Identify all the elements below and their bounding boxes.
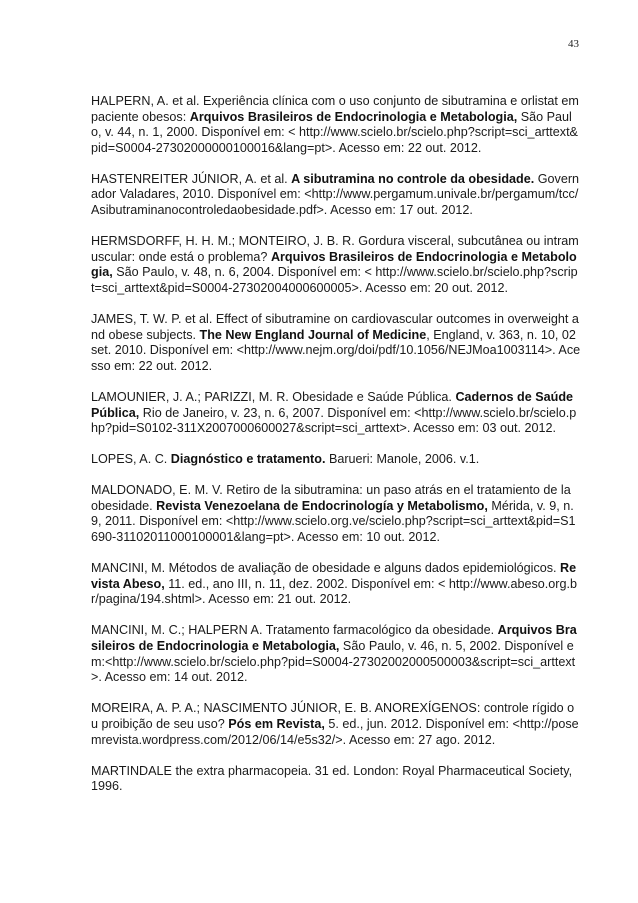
reference-text: 11. ed., ano III, n. 11, dez. 2002. Disponível em: < http://www.abeso.org.br/pagina/194.shtml>. Acesso em: 21 out. 2012. bbox=[91, 576, 577, 607]
reference-source-title: Revista Abeso, bbox=[91, 561, 577, 591]
reference-entry bbox=[91, 94, 581, 156]
reference-text: MANCINI, M. C.; HALPERN A. Tratamento farmacológico da obesidade. bbox=[91, 623, 498, 638]
reference-source-title: Arquivos Brasileiros de Endocrinologia e Metabologia, bbox=[189, 109, 518, 124]
reference-entry bbox=[91, 561, 581, 608]
reference-source-title: Pós em Revista, bbox=[228, 716, 325, 731]
reference-source-title: Revista Venezoelana de Endocrinología y Metabolismo, bbox=[156, 498, 488, 513]
reference-text: MOREIRA, A. P. A.; NASCIMENTO JÚNIOR, E. B. ANOREXÍGENOS: controle rígido ou proibição de seu uso? bbox=[91, 701, 575, 731]
reference-text: São Paulo, v. 44, n. 1, 2000. Disponível em: < http://www.scielo.br/scielo.php?script=sci_arttext&pid=S0004-27302000000100016&lang=pt>. Acesso em: 22 out. 2012. bbox=[91, 109, 578, 155]
reference-entry bbox=[91, 172, 581, 219]
reference-text: , England, v. 363, n. 10, 02 set. 2010. Disponível em: <http://www.nejm.org/doi/pdf/10.1056/NEJMoa1003114>. Acesso em: 22 out. 2012. bbox=[91, 327, 581, 373]
reference-text: MARTINDALE the extra pharmacopeia. 31 ed. London: Royal Pharmaceutical Society, 1996. bbox=[91, 763, 573, 794]
reference-text: 5. ed., jun. 2012. Disponível em: <http://posemrevista.wordpress.com/2012/06/14/e5s32/>. Acesso em: 27 ago. 2012. bbox=[91, 716, 579, 747]
reference-entry bbox=[91, 764, 581, 795]
reference-text: HASTENREITER JÚNIOR, A. et al. bbox=[91, 171, 292, 186]
reference-text: MANCINI, M. Métodos de avaliação de obesidade e alguns dados epidemiológicos. bbox=[91, 561, 561, 576]
reference-entry bbox=[91, 483, 581, 545]
reference-text: São Paulo, v. 48, n. 6, 2004. Disponível em: < http://www.scielo.br/scielo.php?script=sci_arttext&pid=S0004-27302004000600005>. Acesso em: 20 out. 2012. bbox=[91, 265, 578, 295]
reference-entry bbox=[91, 623, 581, 685]
reference-source-title: A sibutramina no controle da obesidade. bbox=[291, 171, 535, 186]
reference-list bbox=[91, 94, 581, 810]
reference-source-title: Arquivos Brasileiros de Endocrinologia e Metabologia, bbox=[91, 623, 577, 654]
reference-entry bbox=[91, 452, 581, 468]
reference-entry bbox=[91, 234, 581, 296]
reference-text: Rio de Janeiro, v. 23, n. 6, 2007. Disponível em: <http://www.scielo.br/scielo.php?pid=S0102-311X2007000600027&script=sci_arttext>. Acesso em: 03 out. 2012. bbox=[91, 405, 577, 436]
reference-text: Barueri: Manole, 2006. v.1. bbox=[325, 452, 480, 467]
page-number: 43 bbox=[568, 38, 579, 50]
reference-entry bbox=[91, 312, 581, 374]
reference-text: MALDONADO, E. M. V. Retiro de la sibutramina: un paso atrás en el tratamiento de la obesidade. bbox=[91, 483, 571, 513]
reference-source-title: Arquivos Brasileiros de Endocrinologia e Metabologia, bbox=[91, 249, 577, 280]
reference-text: JAMES, T. W. P. et al. Effect of sibutramine on cardiovascular outcomes in overweight and obese subjects. bbox=[91, 312, 579, 342]
reference-source-title: The New England Journal of Medicine bbox=[199, 327, 427, 342]
reference-text: HALPERN, A. et al. Experiência clínica com o uso conjunto de sibutramina e orlistat em paciente obesos: bbox=[91, 94, 579, 124]
reference-text: LAMOUNIER, J. A.; PARIZZI, M. R. Obesidade e Saúde Pública. bbox=[91, 389, 456, 404]
reference-text: LOPES, A. C. bbox=[91, 452, 171, 467]
reference-text: São Paulo, v. 46, n. 5, 2002. Disponível em:<http://www.scielo.br/scielo.php?pid=S0004-27302002000500003&script=sci_arttext>. Acesso em: 14 out. 2012. bbox=[91, 639, 576, 685]
reference-entry bbox=[91, 701, 581, 748]
reference-text: Governador Valadares, 2010. Disponível em: <http://www.pergamum.univale.br/pergamum/tcc/Asibutraminanocontroledaobesidade.pdf>. Acesso em: 17 out. 2012. bbox=[91, 171, 580, 218]
reference-text: Mérida, v. 9, n. 9, 2011. Disponível em: <http://www.scielo.org.ve/scielo.php?script=sci_arttext&pid=S1690-31102011000100001&lang=pt>. Acesso em: 10 out. 2012. bbox=[91, 498, 576, 545]
reference-source-title: Cadernos de Saúde Pública, bbox=[91, 389, 574, 420]
reference-entry bbox=[91, 390, 581, 437]
reference-text: HERMSDORFF, H. H. M.; MONTEIRO, J. B. R. Gordura visceral, subcutânea ou intramuscular: onde está o problema? bbox=[91, 234, 579, 264]
reference-source-title: Diagnóstico e tratamento. bbox=[170, 452, 326, 467]
